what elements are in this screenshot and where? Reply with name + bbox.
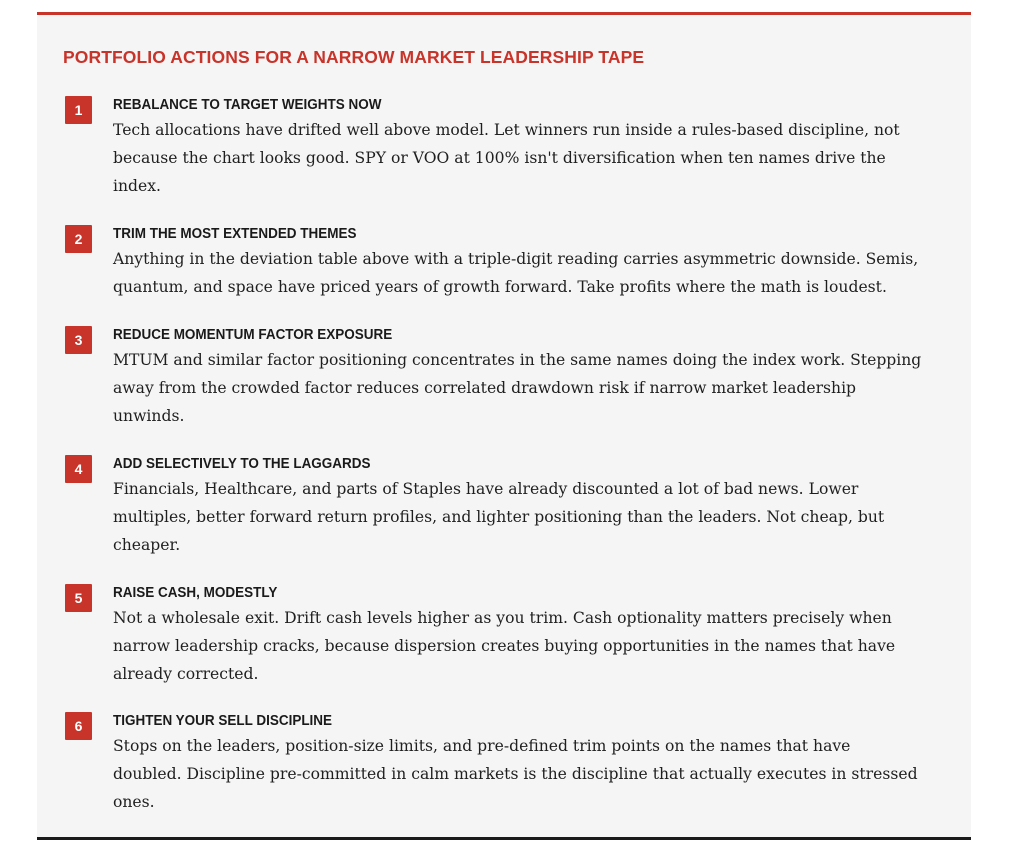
description-line: doubled. Discipline pre-committed in calm markets is the discipline that actually executes in stressed: [113, 765, 918, 783]
number-badge: 2: [65, 225, 92, 253]
number-badge: 1: [65, 96, 92, 124]
action-title: ADD SELECTIVELY TO THE LAGGARDS: [113, 456, 371, 472]
action-description: [113, 346, 953, 430]
description-line: Financials, Healthcare, and parts of Staples have already discounted a lot of bad news. Lower: [113, 480, 859, 498]
number-badge: 5: [65, 584, 92, 612]
description-line: ones.: [113, 793, 155, 811]
description-line: cheaper.: [113, 536, 181, 554]
action-title: REDUCE MOMENTUM FACTOR EXPOSURE: [113, 327, 393, 343]
panel-heading: PORTFOLIO ACTIONS FOR A NARROW MARKET LEADERSHIP TAPE: [63, 47, 645, 67]
description-line: Not a wholesale exit. Drift cash levels higher as you trim. Cash optionality matters precisely when: [113, 609, 892, 627]
description-line: narrow leadership cracks, because dispersion creates buying opportunities in the names that have: [113, 637, 896, 655]
action-title: TRIM THE MOST EXTENDED THEMES: [113, 226, 357, 242]
description-line: MTUM and similar factor positioning concentrates in the same names doing the index work. Stepping: [113, 351, 922, 369]
action-title: RAISE CASH, MODESTLY: [113, 585, 278, 601]
description-line: Tech allocations have drifted well above model. Let winners run inside a rules-based discipline, not: [113, 121, 900, 139]
description-line: multiples, better forward return profiles, and lighter positioning than the leaders. Not cheap, but: [113, 508, 885, 526]
description-line: quantum, and space have priced years of growth forward. Take profits where the math is loudest.: [113, 278, 887, 296]
action-description: [113, 732, 953, 816]
description-line: already corrected.: [113, 665, 259, 683]
number-badge: 6: [65, 712, 92, 740]
number-badge: 3: [65, 326, 92, 354]
action-title: TIGHTEN YOUR SELL DISCIPLINE: [113, 713, 333, 729]
description-line: because the chart looks good. SPY or VOO at 100% isn't diversification when ten names drive the: [113, 149, 886, 167]
action-description: [113, 116, 953, 200]
description-line: Stops on the leaders, position-size limits, and pre-defined trim points on the names that have: [113, 737, 851, 755]
description-line: away from the crowded factor reduces correlated drawdown risk if narrow market leadership: [113, 379, 857, 397]
description-line: unwinds.: [113, 407, 185, 425]
action-description: [113, 604, 953, 688]
number-badge: 4: [65, 455, 92, 483]
action-description: [113, 245, 953, 301]
description-line: index.: [113, 177, 161, 195]
description-line: Anything in the deviation table above with a triple-digit reading carries asymmetric downside. Semis,: [113, 250, 919, 268]
portfolio-actions-panel: [37, 12, 971, 840]
action-title: REBALANCE TO TARGET WEIGHTS NOW: [113, 97, 382, 113]
action-description: [113, 475, 953, 559]
